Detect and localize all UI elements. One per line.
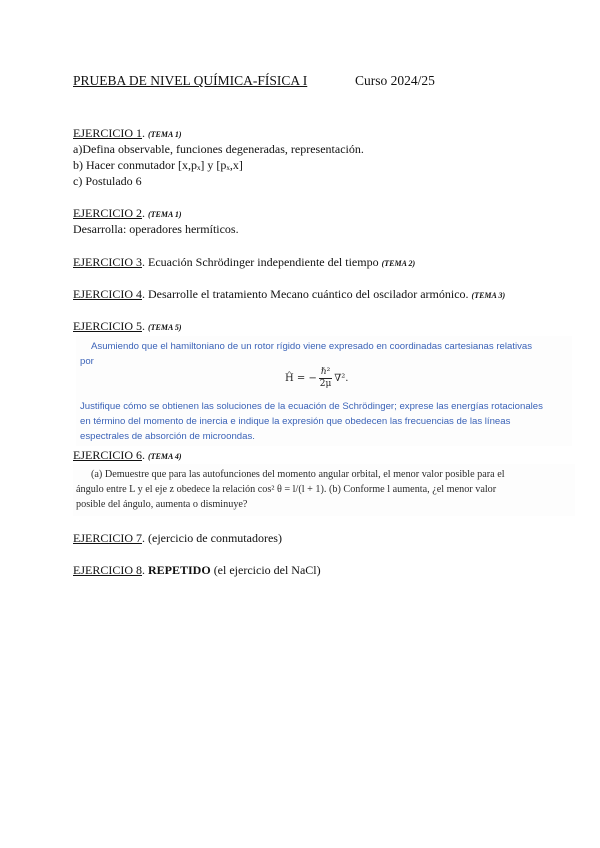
hamiltonian-formula xyxy=(285,367,348,390)
exercise-5-tema: (TEMA 5) xyxy=(148,323,182,332)
page-title: PRUEBA DE NIVEL QUÍMICA-FÍSICA I xyxy=(73,73,308,88)
exercise-4-heading: EJERCICIO 4. Desarrolle el tratamiento Mecano cuántico del oscilador armónico. (TEMA 3) xyxy=(73,287,506,301)
formula-fraction xyxy=(319,367,332,390)
exercise-2-heading: EJERCICIO 2. (TEMA 1) xyxy=(73,206,182,220)
exercise-1-tema: (TEMA 1) xyxy=(148,130,182,139)
exercise-5-body-1: Justifique cómo se obtienen las soluciones de la ecuación de Schrödinger; exprese las energías rotacionales xyxy=(80,401,543,412)
exercise-6-heading: EJERCICIO 6. (TEMA 4) xyxy=(73,448,182,462)
exercise-8-text: (el ejercicio del NaCl) xyxy=(213,563,321,577)
exercise-5-body-3: espectrales de absorción de microondas. xyxy=(80,431,255,442)
exercise-8-bold-text: REPETIDO xyxy=(148,563,211,577)
exercise-1-line-c: c) Postulado 6 xyxy=(73,174,142,188)
exercise-7-label: EJERCICIO 7 xyxy=(73,531,142,545)
exercise-6-line-1: (a) Demuestre que para las autofunciones del momento angular orbital, el menor valor posible para el xyxy=(91,469,505,480)
exercise-7-text: (ejercicio de conmutadores) xyxy=(148,531,282,545)
exercise-6-tema: (TEMA 4) xyxy=(148,452,182,461)
exercise-1-label: EJERCICIO 1 xyxy=(73,126,142,140)
formula-rhs: ∇². xyxy=(334,373,349,384)
exercise-5-body-2: en término del momento de inercia e indique la expresión que obedecen las frecuencias de las líneas xyxy=(80,416,511,427)
exercise-4-label: EJERCICIO 4 xyxy=(73,287,142,301)
exercise-3-heading: EJERCICIO 3. Ecuación Schrödinger independiente del tiempo (TEMA 2) xyxy=(73,255,416,269)
exercise-5-intro-2: por xyxy=(80,356,94,367)
exercise-8-heading: EJERCICIO 8. REPETIDO (el ejercicio del NaCl) xyxy=(73,563,321,577)
exercise-2-tema: (TEMA 1) xyxy=(148,210,182,219)
exercise-4-text: Desarrolle el tratamiento Mecano cuántico del oscilador armónico. xyxy=(148,287,469,301)
exercise-6-label: EJERCICIO 6 xyxy=(73,448,142,462)
formula-lhs: Ĥ = − xyxy=(285,373,317,384)
exercise-4-tema: (TEMA 3) xyxy=(471,291,506,300)
exercise-1-heading: EJERCICIO 1. (TEMA 1) xyxy=(73,126,182,140)
course-year: Curso 2024/25 xyxy=(355,73,435,88)
exercise-3-label: EJERCICIO 3 xyxy=(73,255,142,269)
exercise-5-heading: EJERCICIO 5. (TEMA 5) xyxy=(73,319,182,333)
exercise-2-label: EJERCICIO 2 xyxy=(73,206,142,220)
exercise-3-text: Ecuación Schrödinger independiente del tiempo xyxy=(148,255,379,269)
exercise-5-intro-1: Asumiendo que el hamiltoniano de un rotor rígido viene expresado en coordinadas cartesianas relativas xyxy=(91,341,533,352)
exercise-6-line-2: ángulo entre L y el eje z obedece la relación cos² θ = l/(l + 1). (b) Conforme l aumenta, ¿el menor valor xyxy=(76,484,497,495)
exercise-1-line-a: a)Defina observable, funciones degeneradas, representación. xyxy=(73,142,364,156)
exercise-3-tema: (TEMA 2) xyxy=(381,259,416,268)
exercise-8-label: EJERCICIO 8 xyxy=(73,563,142,577)
formula-denominator: 2μ xyxy=(319,379,332,389)
formula-numerator: ℏ² xyxy=(320,367,331,377)
exercise-5-label: EJERCICIO 5 xyxy=(73,319,142,333)
exercise-2-text: Desarrolla: operadores hermíticos. xyxy=(73,222,239,236)
exercise-7-heading: EJERCICIO 7. (ejercicio de conmutadores) xyxy=(73,531,282,545)
exercise-1-line-b: b) Hacer conmutador [x,pₓ] y [pₓ,x] xyxy=(73,158,243,172)
exercise-6-line-3: posible del ángulo, aumenta o disminuye? xyxy=(76,499,248,510)
